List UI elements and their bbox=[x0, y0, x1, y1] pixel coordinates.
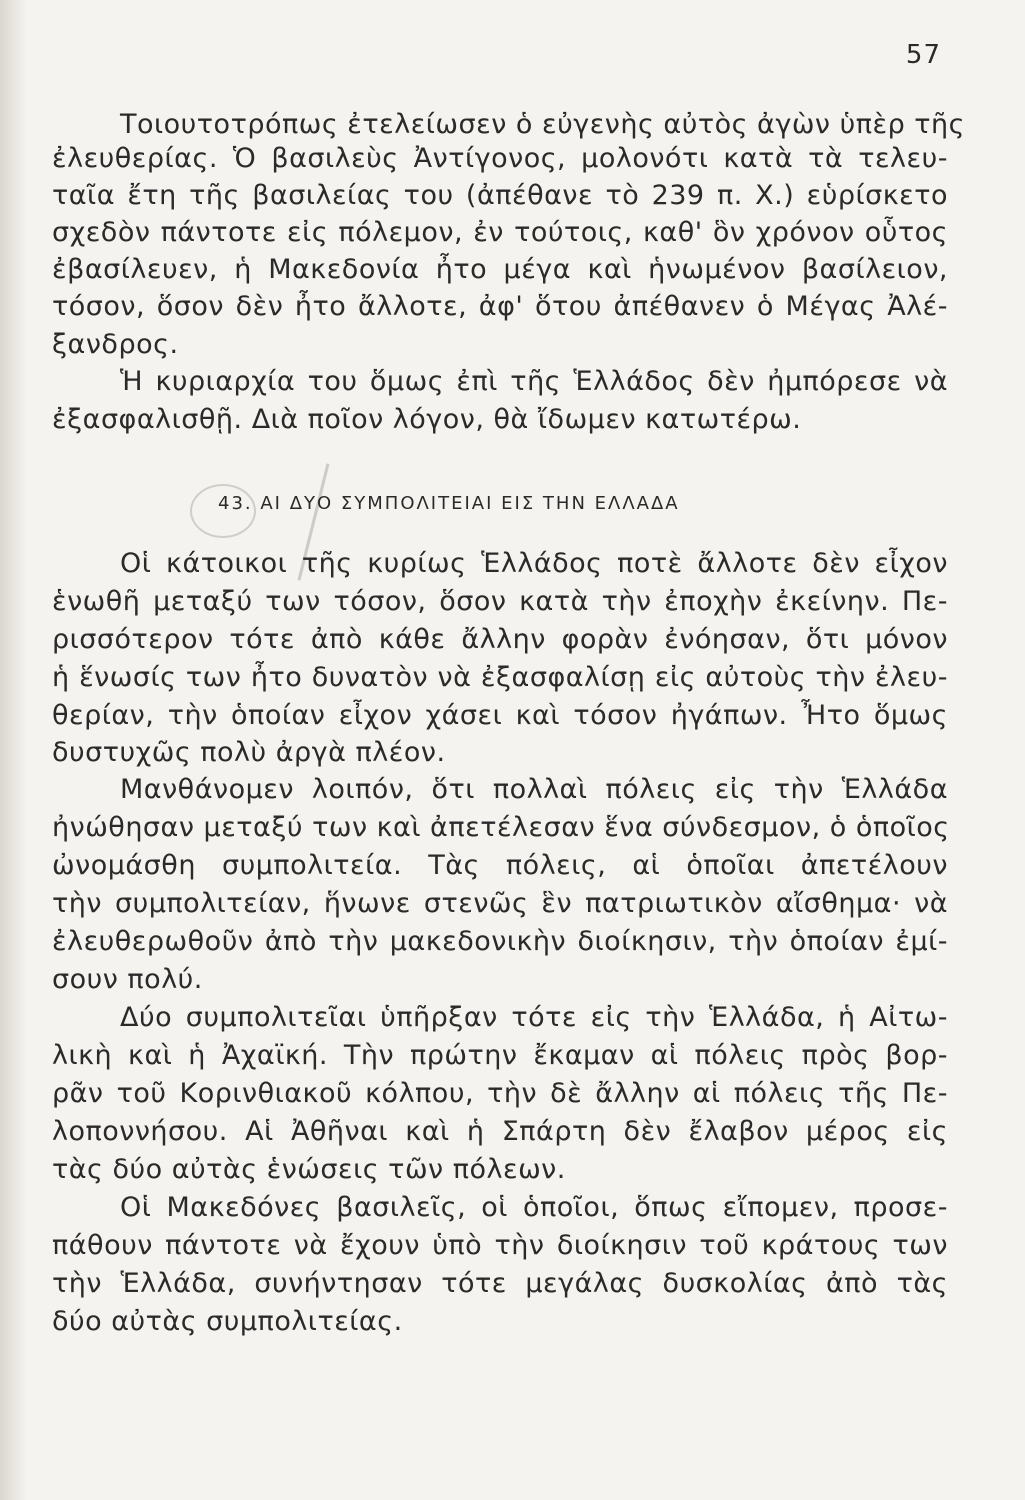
text-line: λικὴ καὶ ἡ Ἀχαϊκή. Τὴν πρώτην ἔκαμαν αἱ πόλεις πρὸς βορ- bbox=[52, 1040, 948, 1071]
text-line: ξανδρος. bbox=[52, 329, 179, 360]
text-line: σουν πολύ. bbox=[52, 964, 203, 995]
text-line: ρᾶν τοῦ Κορινθιακοῦ κόλπου, τὴν δὲ ἄλλην αἱ πόλεις τῆς Πε- bbox=[52, 1078, 948, 1109]
text-line: ταῖα ἔτη τῆς βασιλείας του (ἀπέθανε τὸ 239 π. Χ.) εὑρίσκετο bbox=[52, 180, 948, 211]
text-line: ὠνομάσθη συμπολιτεία. Τὰς πόλεις, αἱ ὁποῖαι ἀπετέλουν bbox=[52, 850, 948, 881]
text-line: δυστυχῶς πολὺ ἀργὰ πλέον. bbox=[52, 737, 446, 768]
text-line: σχεδὸν πάντοτε εἰς πόλεμον, ἐν τούτοις, καθ' ὃν χρόνον οὗτος bbox=[52, 217, 948, 248]
text-line: Μανθάνομεν λοιπόν, ὅτι πολλαὶ πόλεις εἰς τὴν Ἑλλάδα bbox=[120, 774, 948, 805]
page-binding-shadow bbox=[0, 0, 26, 1500]
text-line: λοποννήσου. Αἱ Ἀθῆναι καὶ ἡ Σπάρτη δὲν ἔλαβον μέρος εἰς bbox=[52, 1116, 948, 1147]
text-line: Δύο συμπολιτεῖαι ὑπῆρξαν τότε εἰς τὴν Ἑλλάδα, ἡ Αἰτω- bbox=[120, 1002, 948, 1033]
text-line: ἐλευθερωθοῦν ἀπὸ τὴν μακεδονικὴν διοίκησιν, τὴν ὁποίαν ἐμί- bbox=[52, 926, 948, 957]
text-line: ἠνώθησαν μεταξύ των καὶ ἀπετέλεσαν ἕνα σύνδεσμον, ὁ ὁποῖος bbox=[52, 812, 950, 843]
text-line: Οἱ κάτοικοι τῆς κυρίως Ἑλλάδος ποτὲ ἄλλοτε δὲν εἶχον bbox=[120, 548, 948, 579]
text-line: δύο αὐτὰς συμπολιτείας. bbox=[52, 1306, 403, 1337]
text-line: τὴν Ἑλλάδα, συνήντησαν τότε μεγάλας δυσκολίας ἀπὸ τὰς bbox=[52, 1268, 948, 1299]
text-line: Τοιουτοτρόπως ἐτελείωσεν ὁ εὐγενὴς αὐτὸς ἀγὼν ὑπὲρ τῆς bbox=[120, 109, 966, 140]
text-line: ἑνωθῆ μεταξύ των τόσον, ὅσον κατὰ τὴν ἐποχὴν ἐκείνην. Πε- bbox=[52, 586, 948, 617]
text-line: θερίαν, τὴν ὁποίαν εἶχον χάσει καὶ τόσον ἠγάπων. Ἦτο ὅμως bbox=[52, 700, 948, 731]
text-line: τὴν συμπολιτείαν, ἥνωνε στενῶς ἓν πατριωτικὸν αἴσθημα· νὰ bbox=[52, 888, 948, 919]
text-line: ρισσότερον τότε ἀπὸ κάθε ἄλλην φορὰν ἐνόησαν, ὅτι μόνον bbox=[52, 624, 948, 655]
text-line: Ἡ κυριαρχία του ὅμως ἐπὶ τῆς Ἑλλάδος δὲν ἠμπόρεσε νὰ bbox=[120, 366, 948, 397]
text-line: Οἱ Μακεδόνες βασιλεῖς, οἱ ὁποῖοι, ὅπως εἴπομεν, προσε- bbox=[120, 1192, 948, 1223]
text-line: τὰς δύο αὐτὰς ἑνώσεις τῶν πόλεων. bbox=[52, 1154, 566, 1185]
section-heading: 43. ΑΙ ΔΥΟ ΣΥΜΠΟΛΙΤΕΙΑΙ ΕΙΣ ΤΗΝ ΕΛΛΑΔΑ bbox=[218, 493, 680, 514]
text-line: ἐβασίλευεν, ἡ Μακεδονία ἦτο μέγα καὶ ἡνωμένον βασίλειον, bbox=[52, 254, 948, 285]
text-line: ἐξασφαλισθῇ. Διὰ ποῖον λόγον, θὰ ἴδωμεν κατωτέρω. bbox=[52, 404, 802, 435]
text-line: πάθουν πάντοτε νὰ ἔχουν ὑπὸ τὴν διοίκησιν τοῦ κράτους των bbox=[52, 1230, 948, 1261]
text-line: ἐλευθερίας. Ὁ βασιλεὺς Ἀντίγονος, μολονότι κατὰ τὰ τελευ- bbox=[52, 143, 948, 174]
page-number: 57 bbox=[905, 40, 941, 70]
text-line: ἡ ἕνωσίς των ἦτο δυνατὸν νὰ ἐξασφαλίσῃ εἰς αὐτοὺς τὴν ἐλευ- bbox=[52, 662, 948, 693]
text-line: τόσον, ὅσον δὲν ἦτο ἄλλοτε, ἀφ' ὅτου ἀπέθανεν ὁ Μέγας Ἀλέ- bbox=[52, 291, 948, 322]
